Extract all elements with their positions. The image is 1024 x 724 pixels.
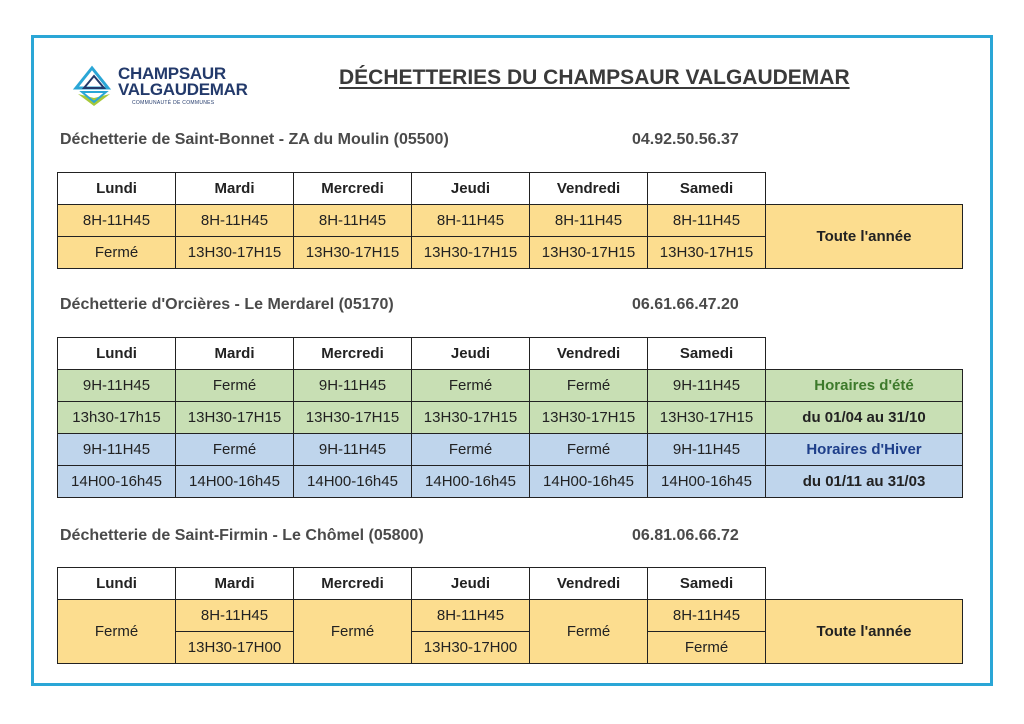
hours-cell: 14H00-16h45 [294, 466, 412, 498]
site-name-saint-firmin: Déchetterie de Saint-Firmin - Le Chômel (05800) [60, 527, 424, 544]
hours-cell: 8H-11H45 [648, 600, 766, 632]
day-header: Jeudi [412, 568, 530, 600]
table-row [58, 466, 963, 498]
site-name-orcieres: Déchetterie d'Orcières - Le Merdarel (05170) [60, 296, 394, 313]
hours-cell: 13H30-17H15 [412, 237, 530, 269]
table-row [58, 205, 963, 237]
hours-cell: Fermé [176, 370, 294, 402]
page-title: DÉCHETTERIES DU CHAMPSAUR VALGAUDEMAR [339, 66, 850, 89]
hours-cell: 9H-11H45 [58, 434, 176, 466]
day-header: Mercredi [294, 568, 412, 600]
day-header: Mercredi [294, 338, 412, 370]
schedule-table-orcieres [57, 337, 963, 498]
hours-cell: 8H-11H45 [648, 205, 766, 237]
table-row [58, 600, 963, 632]
hours-cell: Fermé [412, 434, 530, 466]
hours-cell: 13H30-17H15 [294, 402, 412, 434]
table-header-row [58, 173, 963, 205]
hours-cell: 13H30-17H15 [530, 237, 648, 269]
hours-cell: 9H-11H45 [648, 370, 766, 402]
day-header: Lundi [58, 568, 176, 600]
table-header-row [58, 568, 963, 600]
day-header: Vendredi [530, 338, 648, 370]
hours-cell: Fermé [530, 370, 648, 402]
hours-cell: Fermé [530, 600, 648, 664]
brand-line1: CHAMPSAUR [118, 64, 226, 83]
table-row [58, 434, 963, 466]
day-header: Samedi [648, 173, 766, 205]
schedule-table-saint-firmin [57, 567, 963, 664]
hours-cell: 14H00-16h45 [530, 466, 648, 498]
period-note: Toute l'année [766, 205, 963, 269]
table-row [58, 370, 963, 402]
period-note: Toute l'année [766, 600, 963, 664]
hours-cell: 13H30-17H00 [176, 632, 294, 664]
hours-cell: 13H30-17H15 [648, 402, 766, 434]
hours-cell: 13h30-17h15 [58, 402, 176, 434]
hours-cell: 9H-11H45 [648, 434, 766, 466]
brand-logo [72, 60, 252, 110]
hours-cell: 13H30-17H15 [412, 402, 530, 434]
mountain-logo-icon [72, 62, 118, 108]
site-name-saint-bonnet: Déchetterie de Saint-Bonnet - ZA du Moulin (05500) [60, 131, 449, 148]
brand-line2: VALGAUDEMAR [118, 80, 248, 99]
brand-subtitle: COMMUNAUTÉ DE COMMUNES [132, 100, 215, 106]
day-header: Vendredi [530, 173, 648, 205]
day-header: Mardi [176, 338, 294, 370]
hours-cell: 8H-11H45 [58, 205, 176, 237]
hours-cell: 8H-11H45 [530, 205, 648, 237]
hours-cell: Fermé [58, 237, 176, 269]
hours-cell: 8H-11H45 [176, 205, 294, 237]
table-row [58, 402, 963, 434]
day-header: Lundi [58, 173, 176, 205]
hours-cell: 8H-11H45 [176, 600, 294, 632]
hours-cell: 14H00-16h45 [412, 466, 530, 498]
table-header-row [58, 338, 963, 370]
site-phone-saint-bonnet: 04.92.50.56.37 [632, 131, 739, 148]
hours-cell: 14H00-16h45 [58, 466, 176, 498]
day-header: Mercredi [294, 173, 412, 205]
day-header: Samedi [648, 338, 766, 370]
hours-cell: 14H00-16h45 [648, 466, 766, 498]
hours-cell: Fermé [294, 600, 412, 664]
hours-cell: 13H30-17H15 [176, 402, 294, 434]
day-header: Jeudi [412, 338, 530, 370]
day-header: Lundi [58, 338, 176, 370]
hours-cell: 9H-11H45 [58, 370, 176, 402]
hours-cell: 13H30-17H15 [648, 237, 766, 269]
day-header: Mardi [176, 568, 294, 600]
hours-cell: 8H-11H45 [412, 600, 530, 632]
day-header: Mardi [176, 173, 294, 205]
hours-cell: 13H30-17H00 [412, 632, 530, 664]
hours-cell: 13H30-17H15 [294, 237, 412, 269]
schedule-table-saint-bonnet [57, 172, 963, 269]
winter-period: du 01/11 au 31/03 [766, 466, 963, 498]
hours-cell: Fermé [648, 632, 766, 664]
hours-cell: Fermé [176, 434, 294, 466]
day-header: Samedi [648, 568, 766, 600]
site-phone-orcieres: 06.61.66.47.20 [632, 296, 739, 313]
site-phone-saint-firmin: 06.81.06.66.72 [632, 527, 739, 544]
hours-cell: 13H30-17H15 [530, 402, 648, 434]
hours-cell: 9H-11H45 [294, 434, 412, 466]
hours-cell: Fermé [412, 370, 530, 402]
hours-cell: 9H-11H45 [294, 370, 412, 402]
summer-label: Horaires d'été [766, 370, 963, 402]
brand-name [118, 66, 248, 98]
summer-period: du 01/04 au 31/10 [766, 402, 963, 434]
hours-cell: Fermé [58, 600, 176, 664]
day-header: Vendredi [530, 568, 648, 600]
winter-label: Horaires d'Hiver [766, 434, 963, 466]
hours-cell: 13H30-17H15 [176, 237, 294, 269]
day-header: Jeudi [412, 173, 530, 205]
hours-cell: 8H-11H45 [294, 205, 412, 237]
hours-cell: Fermé [530, 434, 648, 466]
hours-cell: 14H00-16h45 [176, 466, 294, 498]
hours-cell: 8H-11H45 [412, 205, 530, 237]
